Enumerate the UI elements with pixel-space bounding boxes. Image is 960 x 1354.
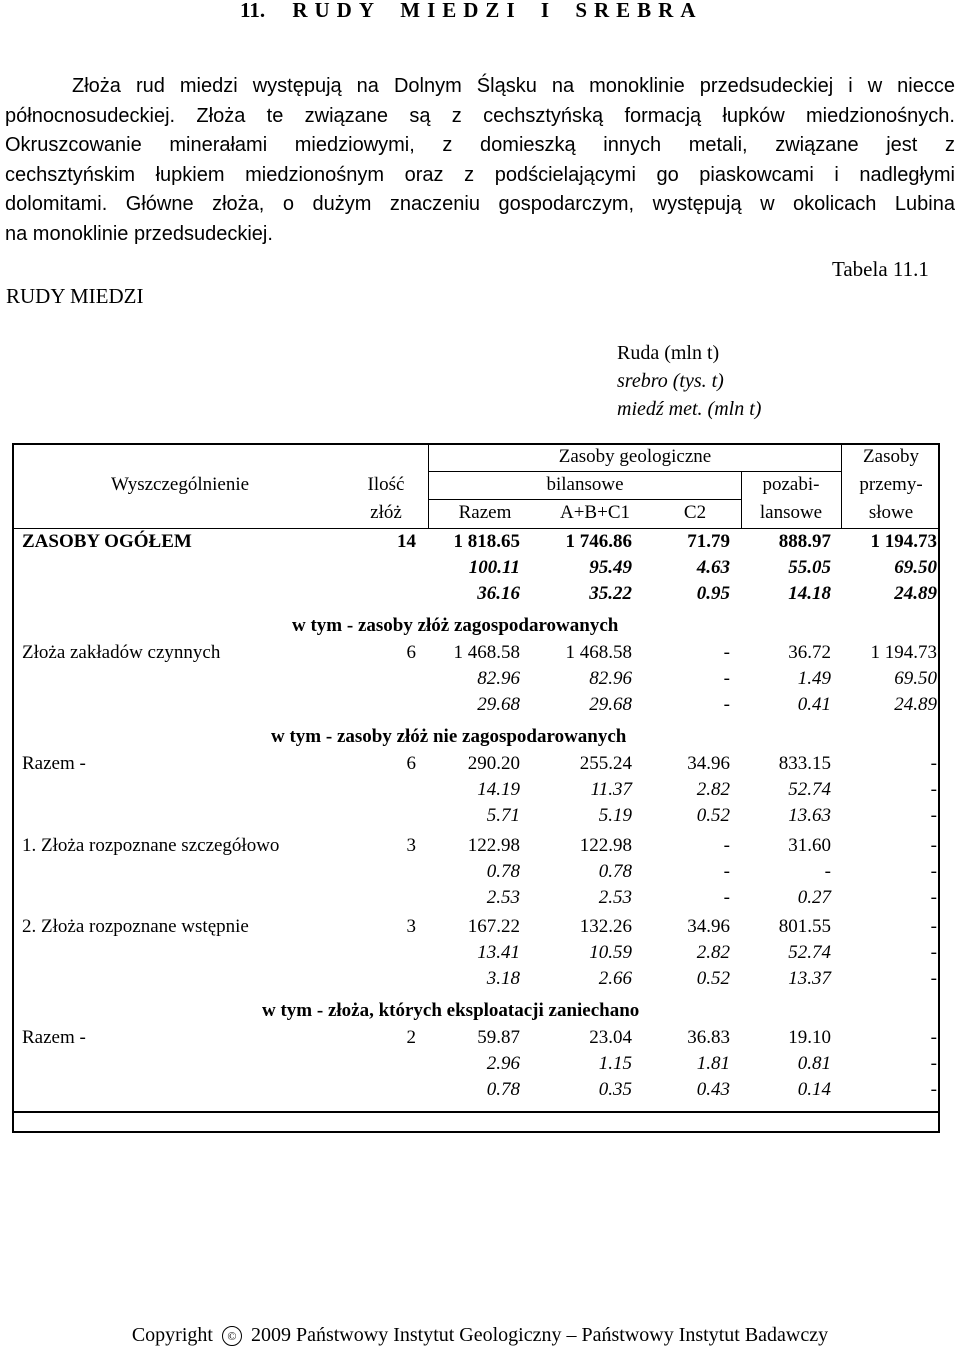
- cell-abc1-ruda: 1 746.86: [565, 531, 632, 552]
- cell-razem-miedz: 29.68: [477, 694, 520, 715]
- copyright-prefix: Copyright: [131, 1324, 213, 1346]
- copyright-icon: ©: [222, 1326, 242, 1346]
- cell-pozabil-srebro: 0.81: [797, 1053, 831, 1074]
- legend-line-miedz: miedź met. (mln t): [617, 398, 762, 420]
- cell-razem-ruda: 1 818.65: [453, 531, 520, 552]
- cell-c2-miedz: 0.43: [696, 1079, 730, 1100]
- paragraph-line: Złoża rud miedzi występują na Dolnym Śląsku na monoklinie przedsudeckiej i w niecce: [72, 75, 955, 97]
- cell-c2-miedz: -: [723, 887, 730, 908]
- cell-abc1-srebro: 82.96: [589, 668, 632, 689]
- row-deposit-count: 2: [406, 1027, 416, 1048]
- paragraph-line: cechsztyńskim łupkiem miedzionośnym oraz z podścielającymi go piaskowcami i nadległymi: [5, 163, 955, 186]
- cell-razem-miedz: 0.78: [486, 1079, 520, 1100]
- cell-razem-srebro: 2.96: [486, 1053, 520, 1074]
- cell-c2-srebro: 2.82: [696, 942, 730, 963]
- row-deposit-count: 3: [406, 835, 416, 856]
- cell-c2-miedz: 0.95: [696, 583, 730, 604]
- section-label: RUDY MIEDZI: [6, 284, 144, 308]
- cell-pozabil-miedz: 0.41: [797, 694, 831, 715]
- cell-przem-ruda: -: [930, 1027, 937, 1048]
- cell-przem-miedz: -: [930, 805, 937, 826]
- cell-przem-miedz: -: [930, 887, 937, 908]
- cell-c2-ruda: -: [723, 835, 730, 856]
- legend-line-srebro: srebro (tys. t): [617, 370, 724, 392]
- cell-razem-srebro: 13.41: [477, 942, 520, 963]
- copyright-footer: [0, 1324, 960, 1347]
- header-col-divider: [841, 443, 842, 528]
- header-zloz: złóż: [370, 502, 402, 523]
- row-deposit-count: 3: [406, 916, 416, 937]
- header-zasoby-geologiczne: Zasoby geologiczne: [558, 446, 712, 467]
- cell-razem-srebro: 100.11: [468, 557, 520, 578]
- header-wyszczegolnienie: Wyszczególnienie: [110, 474, 250, 495]
- section-header: w tym - zasoby złóż zagospodarowanych: [292, 615, 619, 636]
- cell-abc1-miedz: 5.19: [598, 805, 632, 826]
- cell-c2-miedz: 0.52: [696, 968, 730, 989]
- cell-pozabil-ruda: 31.60: [788, 835, 831, 856]
- header-przemyslowe: słowe: [868, 502, 914, 523]
- cell-abc1-srebro: 10.59: [589, 942, 632, 963]
- cell-pozabil-srebro: 55.05: [788, 557, 831, 578]
- row-deposit-count: 14: [397, 531, 416, 552]
- row-label: Złoża zakładów czynnych: [22, 642, 221, 663]
- cell-c2-ruda: 36.83: [687, 1027, 730, 1048]
- section-header: w tym - złoża, których eksploatacji zaniechano: [262, 1000, 640, 1021]
- cell-przem-miedz: 24.89: [894, 694, 937, 715]
- cell-abc1-srebro: 1.15: [598, 1053, 632, 1074]
- cell-przem-ruda: 1 194.73: [870, 642, 937, 663]
- cell-c2-srebro: -: [723, 861, 730, 882]
- header-c2: C2: [683, 502, 707, 523]
- intro-paragraph: [5, 72, 955, 249]
- row-deposit-count: 6: [406, 753, 416, 774]
- cell-przem-ruda: -: [930, 916, 937, 937]
- cell-razem-ruda: 290.20: [467, 753, 520, 774]
- paragraph-line: na monoklinie przedsudeckiej.: [5, 222, 273, 245]
- cell-pozabil-srebro: 52.74: [788, 942, 831, 963]
- cell-pozabil-miedz: 0.14: [797, 1079, 831, 1100]
- cell-abc1-srebro: 0.78: [598, 861, 632, 882]
- row-deposit-count: 6: [406, 642, 416, 663]
- cell-razem-miedz: 3.18: [486, 968, 520, 989]
- cell-abc1-miedz: 0.35: [598, 1079, 632, 1100]
- cell-przem-srebro: -: [930, 779, 937, 800]
- cell-razem-miedz: 5.71: [486, 805, 520, 826]
- cell-abc1-ruda: 122.98: [579, 835, 632, 856]
- row-label: Razem -: [22, 1027, 86, 1048]
- legend-line-ruda: Ruda (mln t): [617, 342, 720, 364]
- cell-pozabil-srebro: 1.49: [797, 668, 831, 689]
- row-label: ZASOBY OGÓŁEM: [22, 531, 192, 552]
- cell-przem-miedz: -: [930, 968, 937, 989]
- cell-c2-srebro: -: [723, 668, 730, 689]
- title-word: RUDY: [292, 0, 382, 22]
- cell-przem-srebro: 69.50: [894, 668, 937, 689]
- cell-pozabil-ruda: 36.72: [788, 642, 831, 663]
- cell-pozabil-srebro: -: [824, 861, 831, 882]
- title-word: MIEDZI: [400, 0, 522, 22]
- header-przemyslowe: Zasoby: [863, 446, 919, 467]
- cell-pozabil-miedz: 13.63: [788, 805, 831, 826]
- cell-c2-ruda: 34.96: [687, 753, 730, 774]
- cell-przem-miedz: 24.89: [894, 583, 937, 604]
- paragraph-line: północnosudeckiej. Złoża te związane są z cechsztyńską formacją łupków miedzionośnych.: [5, 104, 955, 127]
- cell-przem-ruda: -: [930, 753, 937, 774]
- header-col-divider: [428, 443, 429, 528]
- cell-pozabil-miedz: 14.18: [788, 583, 831, 604]
- cell-pozabil-ruda: 801.55: [778, 916, 831, 937]
- cell-razem-miedz: 36.16: [477, 583, 520, 604]
- table-number-label: Tabela 11.1: [832, 257, 929, 281]
- cell-pozabil-srebro: 52.74: [788, 779, 831, 800]
- title-word: I: [540, 0, 557, 22]
- chapter-number: 11.: [240, 0, 266, 22]
- cell-razem-srebro: 82.96: [477, 668, 520, 689]
- cell-razem-ruda: 1 468.58: [453, 642, 520, 663]
- cell-przem-ruda: -: [930, 835, 937, 856]
- paragraph-line: Okruszcowanie minerałami miedziowymi, z domieszką innych metali, związane jest z: [5, 134, 955, 156]
- cell-przem-srebro: -: [930, 1053, 937, 1074]
- cell-razem-miedz: 2.53: [486, 887, 520, 908]
- header-pozabilansowe: lansowe: [759, 502, 823, 523]
- table-footer-strip: [12, 1111, 940, 1133]
- cell-abc1-miedz: 2.53: [598, 887, 632, 908]
- cell-c2-ruda: 71.79: [687, 531, 730, 552]
- cell-przem-srebro: -: [930, 942, 937, 963]
- row-label: 2. Złoża rozpoznane wstępnie: [22, 916, 249, 937]
- cell-abc1-ruda: 1 468.58: [565, 642, 632, 663]
- cell-razem-ruda: 59.87: [477, 1027, 520, 1048]
- header-pozabilansowe: pozabi-: [762, 474, 820, 495]
- copyright-text: 2009 Państwowy Instytut Geologiczny – Państwowy Instytut Badawczy: [250, 1324, 829, 1346]
- cell-razem-srebro: 14.19: [477, 779, 520, 800]
- cell-razem-srebro: 0.78: [486, 861, 520, 882]
- cell-pozabil-miedz: 0.27: [797, 887, 831, 908]
- cell-abc1-ruda: 255.24: [579, 753, 632, 774]
- cell-pozabil-ruda: 833.15: [778, 753, 831, 774]
- cell-pozabil-ruda: 19.10: [788, 1027, 831, 1048]
- cell-abc1-miedz: 29.68: [589, 694, 632, 715]
- cell-abc1-srebro: 11.37: [590, 779, 632, 800]
- header-przemyslowe: przemy-: [859, 474, 923, 495]
- section-header: w tym - zasoby złóż nie zagospodarowanych: [271, 726, 627, 747]
- cell-pozabil-miedz: 13.37: [788, 968, 831, 989]
- cell-abc1-miedz: 35.22: [589, 583, 632, 604]
- row-label: 1. Złoża rozpoznane szczegółowo: [22, 835, 280, 856]
- cell-c2-srebro: 4.63: [696, 557, 730, 578]
- header-razem: Razem: [458, 502, 512, 523]
- header-ilosc: Ilość: [367, 474, 405, 495]
- cell-przem-miedz: -: [930, 1079, 937, 1100]
- cell-c2-miedz: 0.52: [696, 805, 730, 826]
- paragraph-line: dolomitami. Główne złoża, o dużym znaczeniu gospodarczym, występują w okolicach Lubina: [5, 193, 955, 215]
- cell-c2-miedz: -: [723, 694, 730, 715]
- cell-pozabil-ruda: 888.97: [778, 531, 831, 552]
- cell-c2-ruda: -: [723, 642, 730, 663]
- cell-abc1-miedz: 2.66: [598, 968, 632, 989]
- page-title: [240, 0, 717, 23]
- cell-razem-ruda: 167.22: [467, 916, 520, 937]
- cell-przem-ruda: 1 194.73: [870, 531, 937, 552]
- cell-przem-srebro: -: [930, 861, 937, 882]
- header-abc1: A+B+C1: [560, 502, 630, 523]
- cell-c2-srebro: 2.82: [696, 779, 730, 800]
- row-label: Razem -: [22, 753, 86, 774]
- cell-razem-ruda: 122.98: [467, 835, 520, 856]
- cell-abc1-ruda: 23.04: [589, 1027, 632, 1048]
- header-bilansowe: bilansowe: [546, 474, 624, 495]
- title-word: SREBRA: [575, 0, 703, 22]
- cell-c2-srebro: 1.81: [696, 1053, 730, 1074]
- cell-c2-ruda: 34.96: [687, 916, 730, 937]
- cell-przem-srebro: 69.50: [894, 557, 937, 578]
- cell-abc1-srebro: 95.49: [589, 557, 632, 578]
- cell-abc1-ruda: 132.26: [579, 916, 632, 937]
